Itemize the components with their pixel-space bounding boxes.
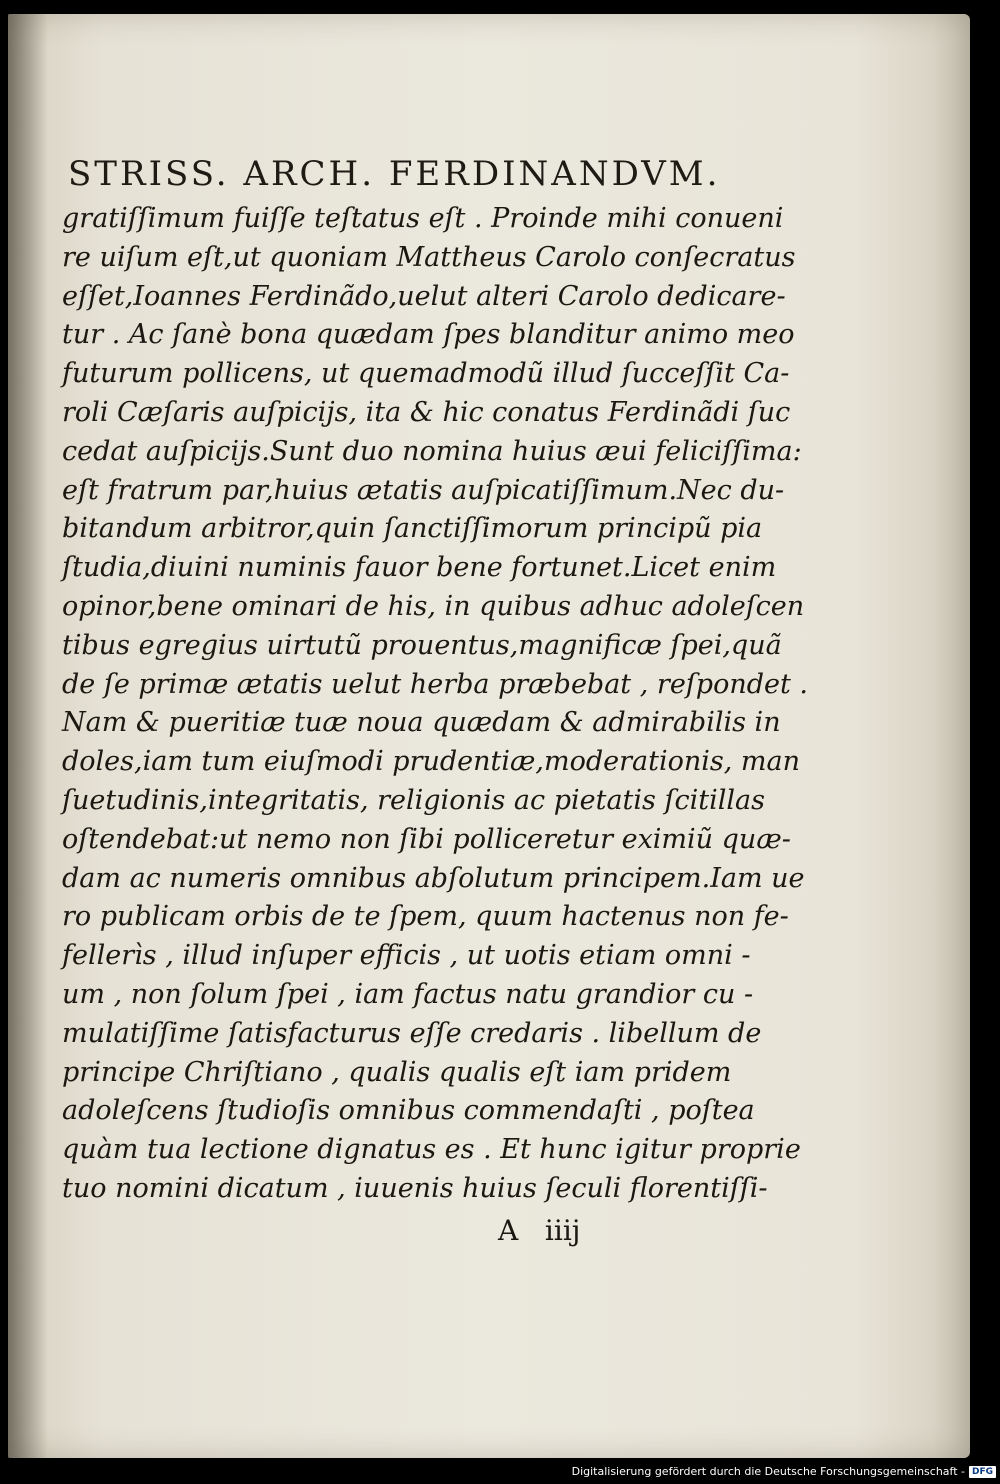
body-text (62, 200, 808, 1209)
footer-credit-text: Digitalisierung gefördert durch die Deutsche Forschungsgemeinschaft - (571, 1465, 965, 1478)
text-line: ſuetudinis,integritatis, religionis ac pietatis ſcitillas (62, 784, 765, 816)
book-page (8, 14, 970, 1458)
page-spine-shadow (8, 14, 48, 1458)
text-line: doles,iam tum eiuſmodi prudentiæ,moderationis, man (62, 746, 800, 778)
text-line: tur . Ac ſanè bona quædam ſpes blanditur animo meo (62, 319, 795, 351)
text-line: ro publicam orbis de te ſpem, quum hactenus non fe- (62, 901, 789, 933)
text-line: um , non ſolum ſpei , iam factus natu grandior cu - (62, 978, 754, 1010)
text-line: oſtendebat:ut nemo non ſibi polliceretur eximiũ quæ- (62, 823, 791, 855)
text-line: eſſet,Ioannes Ferdinãdo,uelut alteri Carolo dedicare- (62, 280, 786, 312)
text-line: opinor,bene ominari de his, in quibus adhuc adoleſcen (62, 590, 805, 622)
text-line: eſt fratrum par,huius ætatis auſpicatiſſimum.Nec du- (62, 474, 785, 506)
text-line: de ſe primæ ætatis uelut herba præbebat , reſpondet . (62, 668, 808, 700)
text-line: bitandum arbitror,quin ſanctiſſimorum principũ pia (62, 513, 763, 545)
text-line: dam ac numeris omnibus abſolutum principem.Iam ue (62, 862, 805, 894)
text-line: cedat auſpicijs.Sunt duo nomina huius æui feliciſſima: (62, 435, 802, 467)
text-line: Nam & pueritiæ tuæ noua quædam & admirabilis in (62, 707, 781, 739)
dfg-logo-icon: DFG (969, 1466, 996, 1478)
text-line: adoleſcens ſtudioſis omnibus commendaſti , poſtea (62, 1095, 755, 1127)
text-line: futurum pollicens, ut quemadmodũ illud ſucceſſit Ca- (62, 358, 790, 390)
text-line: ſtudia,diuini numinis fauor bene fortunet.Licet enim (62, 552, 777, 584)
text-line: mulatiſſime ſatisfacturus eſſe credaris . libellum de (62, 1017, 762, 1049)
text-line: tuo nomini dicatum , iuuenis huius ſeculi florentiſſi- (62, 1172, 768, 1204)
text-line: gratiſſimum fuiſſe teſtatus eſt . Proinde mihi conueni (62, 203, 784, 234)
text-line: tibus egregius uirtutũ prouentus,magnificæ ſpei,quã (62, 629, 782, 661)
text-line: roli Cæſaris auſpicijs, ita & hic conatus Ferdinãdi ſuc (62, 396, 791, 428)
text-line: re uiſum eſt,ut quoniam Mattheus Carolo conſecratus (62, 241, 796, 273)
running-head: STRISS. ARCH. FERDINANDVM. (68, 154, 721, 194)
text-line: fellerìs , illud inſuper efficis , ut uotis etiam omni - (62, 940, 751, 972)
footer-credit (572, 1465, 996, 1478)
text-line: principe Chriſtiano , qualis qualis eſt iam pridem (62, 1056, 732, 1088)
signature-mark: A iiij (498, 1214, 581, 1247)
text-line: quàm tua lectione dignatus es . Et hunc igitur proprie (62, 1134, 801, 1166)
